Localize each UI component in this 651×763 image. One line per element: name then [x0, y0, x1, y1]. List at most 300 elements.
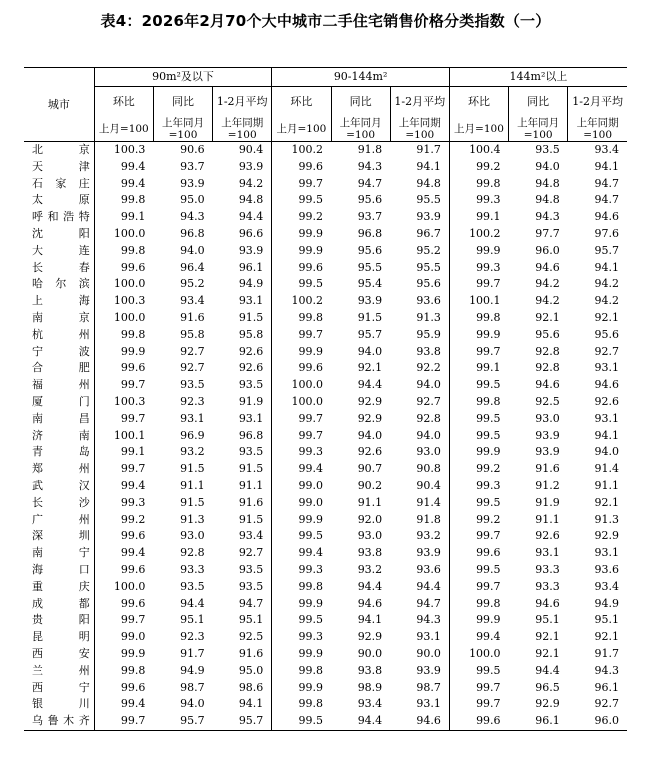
value-cell: 100.2 — [272, 293, 331, 310]
table-row — [24, 646, 627, 663]
value-cell: 99.7 — [272, 176, 331, 193]
base-header-small-2: 上年同期=100 — [213, 117, 272, 142]
value-cell: 99.8 — [272, 310, 331, 327]
value-cell: 99.4 — [94, 176, 153, 193]
value-cell: 91.9 — [238, 394, 264, 408]
value-cell: 99.8 — [272, 579, 331, 596]
value-cell: 99.9 — [449, 243, 508, 260]
value-cell: 91.9 — [535, 495, 560, 509]
value-cell: 99.9 — [449, 444, 508, 461]
value-cell: 99.7 — [449, 696, 508, 713]
value-cell: 94.4 — [416, 579, 441, 593]
city-cell: 宁波 — [32, 344, 90, 358]
value-cell: 92.9 — [357, 394, 383, 408]
value-cell: 100.4 — [449, 142, 508, 159]
city-cell: 深圳 — [32, 529, 90, 543]
value-cell: 99.8 — [94, 243, 153, 260]
value-cell: 92.0 — [357, 512, 383, 526]
value-cell: 99.6 — [272, 260, 331, 277]
table-row — [24, 310, 627, 327]
value-cell: 99.6 — [272, 159, 331, 176]
value-cell: 99.5 — [449, 428, 508, 445]
value-cell: 96.6 — [238, 226, 264, 240]
sub-header-small-1: 同比 — [153, 87, 212, 118]
table-row — [24, 192, 627, 209]
value-cell: 93.6 — [594, 562, 619, 576]
value-cell: 94.4 — [357, 579, 383, 593]
value-cell: 99.1 — [449, 209, 508, 226]
value-cell: 93.6 — [416, 294, 441, 308]
city-cell: 呼和浩特 — [32, 210, 90, 224]
value-cell: 92.9 — [357, 411, 383, 425]
value-cell: 99.7 — [94, 411, 153, 428]
value-cell: 95.1 — [594, 613, 619, 627]
base-header-medium-0: 上月=100 — [272, 117, 331, 142]
value-cell: 94.0 — [357, 344, 383, 358]
city-cell: 成都 — [32, 596, 90, 610]
value-cell: 95.7 — [153, 713, 212, 730]
value-cell: 99.6 — [94, 596, 153, 613]
value-cell: 95.0 — [238, 663, 264, 677]
city-cell: 银川 — [32, 697, 90, 711]
value-cell: 94.1 — [594, 260, 619, 274]
value-cell: 93.5 — [535, 143, 560, 156]
value-cell: 93.2 — [357, 562, 383, 576]
table-row — [24, 596, 627, 613]
value-cell: 93.3 — [535, 579, 560, 593]
value-cell: 99.9 — [272, 680, 331, 697]
value-cell: 99.0 — [94, 629, 153, 646]
value-cell: 99.5 — [449, 562, 508, 579]
value-cell: 93.3 — [535, 562, 560, 576]
value-cell: 93.8 — [416, 344, 441, 358]
value-cell: 100.3 — [94, 293, 153, 310]
table-header — [24, 68, 627, 142]
table-row — [24, 377, 627, 394]
value-cell: 94.6 — [390, 713, 449, 730]
value-cell: 90.0 — [357, 646, 383, 660]
value-cell: 92.1 — [594, 630, 619, 644]
value-cell: 91.5 — [357, 310, 383, 324]
value-cell: 94.9 — [180, 663, 205, 677]
value-cell: 91.7 — [180, 646, 205, 660]
value-cell: 93.9 — [238, 159, 264, 173]
value-cell: 99.7 — [449, 344, 508, 361]
value-cell: 99.5 — [449, 495, 508, 512]
table-row — [24, 159, 627, 176]
table-row — [24, 512, 627, 529]
value-cell: 92.9 — [594, 529, 619, 543]
value-cell: 93.5 — [180, 579, 205, 593]
value-cell: 99.1 — [449, 360, 508, 377]
value-cell: 92.6 — [238, 361, 264, 375]
value-cell: 99.8 — [94, 663, 153, 680]
value-cell: 96.9 — [180, 428, 205, 442]
value-cell: 99.7 — [449, 579, 508, 596]
value-cell: 94.7 — [594, 193, 619, 207]
value-cell: 99.9 — [272, 646, 331, 663]
value-cell: 91.7 — [416, 143, 441, 156]
city-cell: 福州 — [32, 378, 90, 392]
value-cell: 98.9 — [357, 680, 383, 694]
value-cell: 98.6 — [238, 680, 264, 694]
value-cell: 94.2 — [594, 277, 619, 291]
value-cell: 96.0 — [535, 243, 560, 257]
city-cell: 杭州 — [32, 327, 90, 341]
value-cell: 91.3 — [416, 310, 441, 324]
table-row — [24, 226, 627, 243]
value-cell: 93.5 — [238, 579, 264, 593]
value-cell: 97.6 — [594, 226, 619, 240]
value-cell: 95.6 — [594, 327, 619, 341]
table-row — [24, 696, 627, 713]
value-cell: 99.1 — [94, 444, 153, 461]
value-cell: 99.9 — [94, 344, 153, 361]
value-cell: 92.1 — [535, 630, 560, 644]
city-cell: 兰州 — [32, 663, 90, 677]
sub-header-large-2: 1-2月平均 — [568, 87, 627, 118]
value-cell: 100.3 — [94, 142, 153, 159]
group-header-large: 144m²以上 — [449, 68, 627, 87]
value-cell: 93.9 — [416, 210, 441, 224]
value-cell: 94.6 — [594, 210, 619, 224]
value-cell: 94.0 — [416, 378, 441, 392]
value-cell: 99.8 — [272, 663, 331, 680]
value-cell: 92.6 — [594, 394, 619, 408]
value-cell: 99.5 — [272, 276, 331, 293]
value-cell: 94.1 — [357, 613, 383, 627]
table-row — [24, 293, 627, 310]
value-cell: 94.1 — [416, 159, 441, 173]
sub-header-medium-1: 同比 — [331, 87, 390, 118]
value-cell: 94.0 — [416, 428, 441, 442]
value-cell: 93.1 — [594, 411, 619, 425]
value-cell: 99.5 — [272, 192, 331, 209]
value-cell: 93.4 — [180, 294, 205, 308]
value-cell: 92.1 — [594, 310, 619, 324]
value-cell: 99.6 — [449, 713, 508, 730]
value-cell: 93.0 — [535, 411, 560, 425]
value-cell: 99.1 — [94, 209, 153, 226]
value-cell: 90.4 — [416, 478, 441, 492]
value-cell: 99.6 — [94, 360, 153, 377]
value-cell: 100.2 — [449, 226, 508, 243]
value-cell: 99.9 — [272, 226, 331, 243]
value-cell: 94.8 — [238, 193, 264, 207]
value-cell: 93.1 — [238, 411, 264, 425]
value-cell: 94.0 — [180, 243, 205, 257]
value-cell: 95.9 — [416, 327, 441, 341]
value-cell: 94.3 — [594, 663, 619, 677]
value-cell: 95.0 — [180, 193, 205, 207]
value-cell: 93.2 — [416, 529, 441, 543]
city-cell: 沈阳 — [32, 226, 90, 240]
value-cell: 99.0 — [272, 495, 331, 512]
value-cell: 91.6 — [238, 646, 264, 660]
table-row — [24, 545, 627, 562]
value-cell: 93.2 — [180, 445, 205, 459]
value-cell: 93.3 — [180, 562, 205, 576]
value-cell: 92.2 — [416, 361, 441, 375]
value-cell: 95.2 — [180, 277, 205, 291]
value-cell: 94.3 — [535, 210, 560, 224]
value-cell: 95.1 — [535, 613, 560, 627]
value-cell: 99.8 — [449, 176, 508, 193]
base-header-small-1: 上年同月=100 — [153, 117, 212, 142]
value-cell: 94.2 — [594, 294, 619, 308]
value-cell: 94.1 — [238, 697, 264, 711]
value-cell: 100.1 — [94, 428, 153, 445]
sub-header-large-1: 同比 — [509, 87, 568, 118]
value-cell: 91.4 — [416, 495, 441, 509]
value-cell: 99.7 — [449, 528, 508, 545]
city-cell: 合肥 — [32, 361, 90, 375]
city-cell: 哈尔滨 — [32, 277, 90, 291]
value-cell: 94.2 — [535, 294, 560, 308]
value-cell: 99.4 — [272, 545, 331, 562]
city-cell: 济南 — [32, 428, 90, 442]
value-cell: 91.7 — [594, 646, 619, 660]
value-cell: 99.2 — [449, 512, 508, 529]
city-cell: 厦门 — [32, 394, 90, 408]
table-row — [24, 209, 627, 226]
value-cell: 92.3 — [180, 630, 205, 644]
value-cell: 95.6 — [357, 193, 383, 207]
value-cell: 93.4 — [594, 143, 619, 156]
value-cell: 97.7 — [535, 226, 560, 240]
value-cell: 95.6 — [535, 327, 560, 341]
value-cell: 99.5 — [272, 713, 331, 730]
value-cell: 93.1 — [594, 546, 619, 560]
value-cell: 94.8 — [535, 193, 560, 207]
value-cell: 99.4 — [272, 461, 331, 478]
table-row — [24, 562, 627, 579]
table-body — [24, 142, 627, 731]
value-cell: 95.1 — [180, 613, 205, 627]
value-cell: 93.1 — [535, 546, 560, 560]
value-cell: 99.9 — [272, 512, 331, 529]
group-header-medium: 90-144m² — [272, 68, 450, 87]
base-header-large-0: 上月=100 — [449, 117, 508, 142]
value-cell: 100.3 — [94, 394, 153, 411]
value-cell: 95.7 — [594, 243, 619, 257]
value-cell: 100.2 — [272, 142, 331, 159]
value-cell: 94.7 — [238, 596, 264, 610]
value-cell: 99.8 — [449, 596, 508, 613]
value-cell: 94.7 — [357, 176, 383, 190]
value-cell: 91.1 — [180, 478, 205, 492]
value-cell: 92.1 — [535, 646, 560, 660]
value-cell: 94.9 — [238, 277, 264, 291]
value-cell: 93.0 — [416, 445, 441, 459]
value-cell: 95.5 — [416, 193, 441, 207]
group-header-small: 90m²及以下 — [94, 68, 272, 87]
value-cell: 91.8 — [357, 143, 383, 156]
value-cell: 96.1 — [238, 260, 264, 274]
table-row — [24, 276, 627, 293]
table-row — [24, 428, 627, 445]
value-cell: 99.7 — [94, 377, 153, 394]
table-row — [24, 478, 627, 495]
value-cell: 94.0 — [357, 428, 383, 442]
table-row — [24, 629, 627, 646]
value-cell: 99.3 — [272, 444, 331, 461]
value-cell: 94.6 — [535, 378, 560, 392]
city-cell: 昆明 — [32, 630, 90, 644]
value-cell: 90.7 — [357, 462, 383, 476]
city-cell: 西宁 — [32, 680, 90, 694]
city-cell: 乌鲁木齐 — [24, 713, 94, 730]
value-cell: 93.0 — [357, 529, 383, 543]
value-cell: 90.6 — [180, 143, 205, 156]
value-cell: 94.9 — [594, 596, 619, 610]
value-cell: 99.3 — [449, 192, 508, 209]
value-cell: 99.4 — [94, 696, 153, 713]
value-cell: 99.3 — [272, 562, 331, 579]
value-cell: 93.6 — [416, 562, 441, 576]
value-cell: 92.1 — [535, 310, 560, 324]
value-cell: 99.7 — [94, 713, 153, 730]
value-cell: 92.6 — [535, 529, 560, 543]
value-cell: 99.9 — [272, 596, 331, 613]
value-cell: 91.5 — [238, 462, 264, 476]
value-cell: 93.1 — [238, 294, 264, 308]
table-row — [24, 444, 627, 461]
value-cell: 96.0 — [568, 713, 627, 730]
value-cell: 92.7 — [238, 546, 264, 560]
value-cell: 99.9 — [449, 327, 508, 344]
value-cell: 92.5 — [238, 630, 264, 644]
value-cell: 94.3 — [357, 159, 383, 173]
value-cell: 99.5 — [449, 377, 508, 394]
value-cell: 94.3 — [416, 613, 441, 627]
value-cell: 98.7 — [416, 680, 441, 694]
value-cell: 93.7 — [357, 210, 383, 224]
value-cell: 95.6 — [357, 243, 383, 257]
table-row — [24, 360, 627, 377]
sub-header-large-0: 环比 — [449, 87, 508, 118]
value-cell: 99.6 — [449, 545, 508, 562]
city-cell: 郑州 — [32, 462, 90, 476]
value-cell: 95.5 — [416, 260, 441, 274]
value-cell: 92.1 — [594, 495, 619, 509]
value-cell: 91.6 — [238, 495, 264, 509]
value-cell: 92.3 — [180, 394, 205, 408]
value-cell: 99.8 — [272, 696, 331, 713]
city-cell: 南宁 — [32, 546, 90, 560]
value-cell: 93.9 — [180, 176, 205, 190]
value-cell: 99.4 — [94, 545, 153, 562]
value-cell: 92.9 — [535, 697, 560, 711]
value-cell: 99.9 — [272, 344, 331, 361]
value-cell: 99.7 — [449, 680, 508, 697]
value-cell: 99.6 — [94, 260, 153, 277]
value-cell: 91.2 — [535, 478, 560, 492]
city-cell: 天津 — [32, 159, 90, 173]
value-cell: 99.4 — [449, 629, 508, 646]
value-cell: 93.5 — [238, 378, 264, 392]
value-cell: 94.8 — [416, 176, 441, 190]
value-cell: 90.0 — [416, 646, 441, 660]
city-cell: 青岛 — [32, 445, 90, 459]
value-cell: 99.9 — [449, 612, 508, 629]
value-cell: 93.8 — [357, 546, 383, 560]
value-cell: 94.3 — [180, 210, 205, 224]
value-cell: 93.1 — [594, 361, 619, 375]
value-cell: 94.6 — [594, 378, 619, 392]
value-cell: 99.2 — [94, 512, 153, 529]
value-cell: 93.9 — [416, 663, 441, 677]
value-cell: 92.7 — [180, 361, 205, 375]
table-row — [24, 327, 627, 344]
value-cell: 93.4 — [357, 697, 383, 711]
value-cell: 99.0 — [272, 478, 331, 495]
value-cell: 90.4 — [238, 143, 264, 156]
value-cell: 100.0 — [272, 377, 331, 394]
value-cell: 91.8 — [416, 512, 441, 526]
value-cell: 90.2 — [357, 478, 383, 492]
value-cell: 99.2 — [449, 159, 508, 176]
value-cell: 94.4 — [238, 210, 264, 224]
value-cell: 100.1 — [449, 293, 508, 310]
value-cell: 96.8 — [180, 226, 205, 240]
value-cell: 99.3 — [449, 260, 508, 277]
city-cell: 太原 — [32, 193, 90, 207]
city-cell: 长沙 — [32, 495, 90, 509]
city-cell: 广州 — [32, 512, 90, 526]
value-cell: 93.1 — [416, 630, 441, 644]
table-row — [24, 411, 627, 428]
value-cell: 95.1 — [238, 613, 264, 627]
value-cell: 99.5 — [449, 411, 508, 428]
value-cell: 91.1 — [238, 478, 264, 492]
table-title: 表4：2026年2月70个大中城市二手住宅销售价格分类指数（一） — [100, 12, 551, 30]
value-cell: 95.8 — [180, 327, 205, 341]
table-row — [24, 394, 627, 411]
value-cell: 96.1 — [594, 680, 619, 694]
sub-header-small-2: 1-2月平均 — [213, 87, 272, 118]
table-row — [24, 495, 627, 512]
price-index-table — [24, 67, 627, 731]
value-cell: 92.8 — [535, 361, 560, 375]
value-cell: 92.8 — [535, 344, 560, 358]
table-row — [24, 663, 627, 680]
value-cell: 93.8 — [357, 663, 383, 677]
city-cell: 大连 — [32, 243, 90, 257]
value-cell: 94.2 — [238, 176, 264, 190]
value-cell: 96.5 — [535, 680, 560, 694]
table-row — [24, 528, 627, 545]
value-cell: 92.5 — [535, 394, 560, 408]
base-header-small-0: 上月=100 — [94, 117, 153, 142]
value-cell: 93.4 — [238, 529, 264, 543]
city-cell: 上海 — [32, 294, 90, 308]
value-cell: 92.7 — [594, 344, 619, 358]
value-cell: 91.1 — [535, 512, 560, 526]
value-cell: 99.3 — [94, 495, 153, 512]
value-cell: 93.0 — [180, 529, 205, 543]
value-cell: 99.7 — [272, 327, 331, 344]
value-cell: 95.7 — [213, 713, 272, 730]
table-row — [24, 680, 627, 697]
value-cell: 99.8 — [449, 310, 508, 327]
value-cell: 93.9 — [535, 445, 560, 459]
value-cell: 99.2 — [272, 209, 331, 226]
value-cell: 92.8 — [180, 546, 205, 560]
value-cell: 93.7 — [180, 159, 205, 173]
table-row — [24, 713, 627, 730]
value-cell: 93.9 — [238, 243, 264, 257]
